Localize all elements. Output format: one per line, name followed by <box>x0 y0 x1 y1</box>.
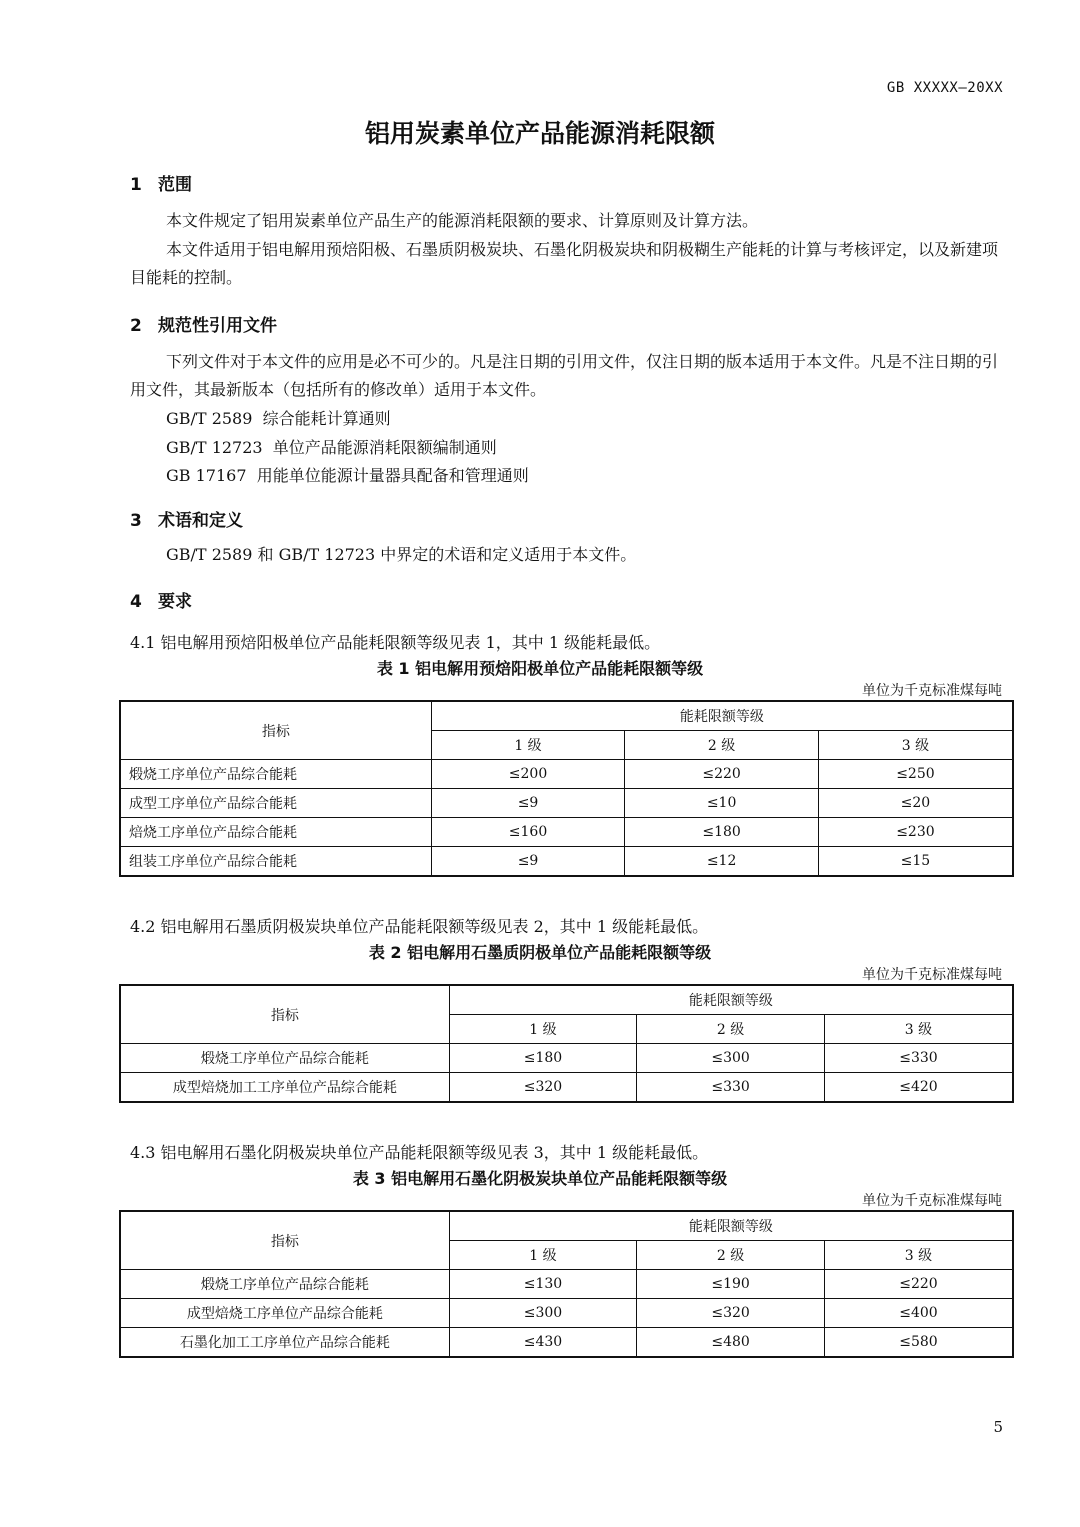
reference-item: GB 17167 用能单位能源计量器具配备和管理通则 <box>166 466 529 485</box>
standard-code: GB XXXXX—20XX <box>886 80 1003 96</box>
row-label: 煅烧工序单位产品综合能耗 <box>120 1044 449 1073</box>
scope-paragraph-1: 本文件规定了铝用炭素单位产品生产的能源消耗限额的要求、计算原则及计算方法。 <box>166 211 759 230</box>
section-number: 1 <box>130 175 142 195</box>
table-1-unit: 单位为千克标准煤每吨 <box>862 683 1002 699</box>
table-row <box>120 1073 1013 1103</box>
cell-value: ≤420 <box>824 1073 1013 1103</box>
section-number: 2 <box>130 316 142 336</box>
section-title: 要求 <box>158 592 192 612</box>
section-heading-requirements <box>130 587 192 612</box>
cell-value: ≤130 <box>449 1270 637 1299</box>
cell-value: ≤220 <box>824 1270 1013 1299</box>
cell-value: ≤430 <box>449 1328 637 1358</box>
table-3-caption: 表 3 铝电解用石墨化阴极炭块单位产品能耗限额等级 <box>352 1169 728 1188</box>
row-label: 煅烧工序单位产品综合能耗 <box>120 760 431 789</box>
header-indicator: 指标 <box>120 1211 449 1270</box>
table-row <box>120 1299 1013 1328</box>
table-row <box>120 1044 1013 1073</box>
row-label: 组装工序单位产品综合能耗 <box>120 847 431 877</box>
cell-value: ≤400 <box>824 1299 1013 1328</box>
header-indicator: 指标 <box>120 985 449 1044</box>
header-level: 3 级 <box>824 1015 1013 1044</box>
table-row <box>120 789 1013 818</box>
header-level: 1 级 <box>431 731 625 760</box>
header-level: 1 级 <box>449 1241 637 1270</box>
header-level-group: 能耗限额等级 <box>449 985 1013 1015</box>
cell-value: ≤250 <box>818 760 1013 789</box>
table-1 <box>119 700 1014 877</box>
row-label: 石墨化加工工序单位产品综合能耗 <box>120 1328 449 1358</box>
cell-value: ≤300 <box>637 1044 825 1073</box>
cell-value: ≤12 <box>625 847 819 877</box>
table-2 <box>119 984 1014 1103</box>
section-number: 3 <box>130 511 142 531</box>
header-level: 2 级 <box>625 731 819 760</box>
header-level-group: 能耗限额等级 <box>431 701 1013 731</box>
header-level: 2 级 <box>637 1015 825 1044</box>
cell-value: ≤180 <box>625 818 819 847</box>
clause-4-1: 4.1 铝电解用预焙阳极单位产品能耗限额等级见表 1，其中 1 级能耗最低。 <box>130 633 661 652</box>
row-label: 成型焙烧工序单位产品综合能耗 <box>120 1299 449 1328</box>
cell-value: ≤180 <box>449 1044 637 1073</box>
section-heading-terms <box>130 506 243 531</box>
section-heading-scope <box>130 170 192 195</box>
document-title: 铝用炭素单位产品能源消耗限额 <box>364 119 715 148</box>
cell-value: ≤300 <box>449 1299 637 1328</box>
clause-4-2: 4.2 铝电解用石墨质阴极炭块单位产品能耗限额等级见表 2，其中 1 级能耗最低。 <box>130 917 709 936</box>
table-1-caption: 表 1 铝电解用预焙阳极单位产品能耗限额等级 <box>376 659 704 678</box>
section-title: 术语和定义 <box>158 511 243 531</box>
header-level-group: 能耗限额等级 <box>449 1211 1013 1241</box>
table-row <box>120 1270 1013 1299</box>
table-row <box>120 760 1013 789</box>
cell-value: ≤480 <box>637 1328 825 1358</box>
table-row <box>120 818 1013 847</box>
table-2-unit: 单位为千克标准煤每吨 <box>862 967 1002 983</box>
cell-value: ≤20 <box>818 789 1013 818</box>
section-title: 规范性引用文件 <box>158 316 277 336</box>
terms-paragraph: GB/T 2589 和 GB/T 12723 中界定的术语和定义适用于本文件。 <box>166 545 637 564</box>
row-label: 煅烧工序单位产品综合能耗 <box>120 1270 449 1299</box>
header-indicator: 指标 <box>120 701 431 760</box>
table-row <box>120 847 1013 877</box>
cell-value: ≤9 <box>431 847 625 877</box>
cell-value: ≤320 <box>449 1073 637 1103</box>
clause-4-3: 4.3 铝电解用石墨化阴极炭块单位产品能耗限额等级见表 3，其中 1 级能耗最低。 <box>130 1143 709 1162</box>
header-level: 3 级 <box>818 731 1013 760</box>
cell-value: ≤580 <box>824 1328 1013 1358</box>
header-level: 1 级 <box>449 1015 637 1044</box>
page-number: 5 <box>993 1418 1003 1436</box>
references-intro: 下列文件对于本文件的应用是必不可少的。凡是注日期的引用文件，仅注日期的版本适用于本文件。凡是不注日期的引用文件，其最新版本（包括所有的修改单）适用于本文件。 <box>130 352 999 399</box>
cell-value: ≤230 <box>818 818 1013 847</box>
reference-item: GB/T 12723 单位产品能源消耗限额编制通则 <box>166 438 497 457</box>
cell-value: ≤320 <box>637 1299 825 1328</box>
header-level: 2 级 <box>637 1241 825 1270</box>
row-label: 成型焙烧加工工序单位产品综合能耗 <box>120 1073 449 1103</box>
section-heading-normative-references <box>130 311 277 336</box>
cell-value: ≤15 <box>818 847 1013 877</box>
cell-value: ≤330 <box>824 1044 1013 1073</box>
cell-value: ≤9 <box>431 789 625 818</box>
section-title: 范围 <box>158 175 192 195</box>
cell-value: ≤10 <box>625 789 819 818</box>
reference-item: GB/T 2589 综合能耗计算通则 <box>166 409 391 428</box>
cell-value: ≤220 <box>625 760 819 789</box>
header-level: 3 级 <box>824 1241 1013 1270</box>
section-number: 4 <box>130 592 142 612</box>
table-3-unit: 单位为千克标准煤每吨 <box>862 1193 1002 1209</box>
row-label: 焙烧工序单位产品综合能耗 <box>120 818 431 847</box>
row-label: 成型工序单位产品综合能耗 <box>120 789 431 818</box>
table-3 <box>119 1210 1014 1358</box>
cell-value: ≤160 <box>431 818 625 847</box>
table-row <box>120 1328 1013 1358</box>
scope-paragraph-2: 本文件适用于铝电解用预焙阳极、石墨质阴极炭块、石墨化阴极炭块和阴极糊生产能耗的计算与考核评定，以及新建项目能耗的控制。 <box>130 240 999 287</box>
cell-value: ≤190 <box>637 1270 825 1299</box>
table-2-caption: 表 2 铝电解用石墨质阴极单位产品能耗限额等级 <box>368 943 712 962</box>
cell-value: ≤330 <box>637 1073 825 1103</box>
cell-value: ≤200 <box>431 760 625 789</box>
